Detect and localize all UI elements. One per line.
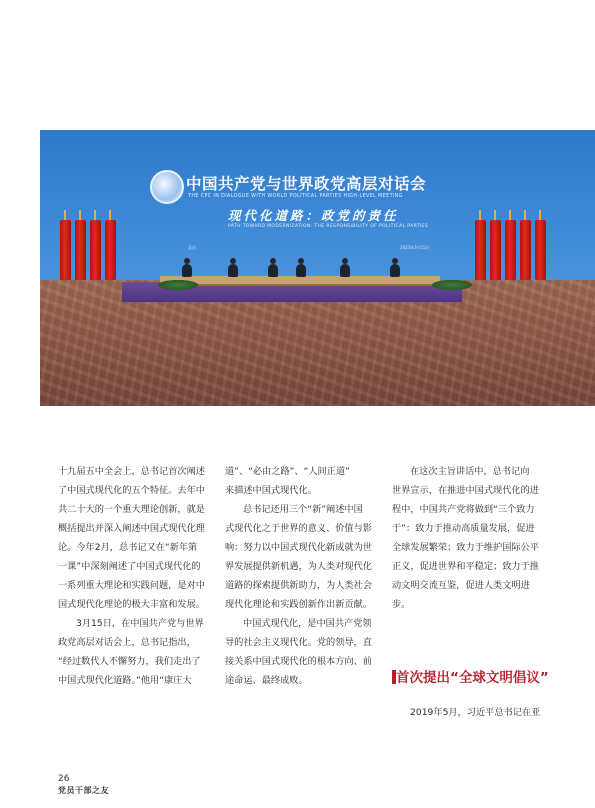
banner-theme: 现代化道路：政党的责任 [228, 208, 399, 223]
text-line: 步。 [392, 599, 411, 610]
conference-photo [40, 130, 595, 406]
text-line: 于”：致力于推动高质量发展，促进 [392, 523, 535, 534]
text-line: 响：努力以中国式现代化新成就为世 [225, 542, 372, 553]
plant-decoration [158, 280, 198, 290]
text-line: 中国式现代化，是中国共产党领 [243, 618, 372, 629]
flag-icon [105, 220, 116, 282]
flag-icon [490, 220, 501, 282]
text-line: 概括提出并深入阐述中国式现代化理 [58, 523, 205, 534]
screen-location: 北京 [188, 245, 196, 250]
flag-icon [535, 220, 546, 282]
text-line: 接关系中国式现代化的根本方向、前 [225, 656, 372, 667]
article-column-2 [225, 462, 385, 690]
section-heading-text: 首次提出“全球文明倡议” [396, 670, 549, 686]
flag-icon [60, 220, 71, 282]
article-column-3 [392, 462, 550, 614]
text-line: 导的社会主义现代化。党的领导，直 [225, 637, 372, 648]
flag-icon [520, 220, 531, 282]
flag-icon [90, 220, 101, 282]
text-line: “经过数代人不懈努力，我们走出了 [58, 656, 201, 667]
text-line: 道路的探索提供新助力，为人类社会 [225, 580, 372, 591]
delegate-figure [228, 264, 238, 277]
delegate-figure [182, 264, 192, 277]
delegate-figure [340, 264, 350, 277]
article-column-3-tail [392, 703, 550, 722]
text-line: 2019年5月，习近平总书记在亚 [410, 707, 541, 718]
text-line: 总书记还用三个“新”阐述中国 [243, 504, 363, 515]
conference-emblem-icon [150, 170, 184, 204]
conference-desk [160, 276, 440, 286]
text-line: 政党高层对话会上，总书记指出， [58, 637, 196, 648]
banner-theme-subtitle: PATH TOWARD MODERNIZATION: THE RESPONSIBILITY OF POLITICAL PARTIES [228, 224, 429, 229]
text-line: 3月15日，在中国共产党与世界 [76, 618, 204, 629]
screen-date: 2023年3月15日 [400, 245, 430, 250]
text-line: 来描述中国式现代化。 [225, 485, 317, 496]
text-line: 在这次主旨讲话中，总书记向 [410, 466, 530, 477]
text-line: 国式现代化理论的极大丰富和发展。 [58, 599, 205, 610]
text-line: 中国式现代化道路。”他用“康庄大 [58, 675, 192, 686]
banner-subtitle: THE CPC IN DIALOGUE WITH WORLD POLITICAL PARTIES HIGH-LEVEL MEETING [188, 194, 403, 199]
magazine-logo: 党员干部之友 [58, 785, 109, 795]
text-line: 了中国式现代化的五个特征。去年中 [58, 485, 205, 496]
flag-icon [505, 220, 516, 282]
text-line: 界发展提供新机遇，为人类对现代化 [225, 561, 372, 572]
text-line: 论。今年2月，总书记又在“新年第 [58, 542, 198, 553]
flag-icon [75, 220, 86, 282]
flag-icon [475, 220, 486, 282]
plant-decoration [432, 280, 472, 290]
text-line: 全球发展繁荣；致力于维护国际公平 [392, 542, 539, 553]
text-line: 式现代化之于世界的意义、价值与影 [225, 523, 372, 534]
text-line: 途命运、最终成败。 [225, 675, 308, 686]
delegate-figure [268, 264, 278, 277]
text-line: 一系列重大理论和实践问题，是对中 [58, 580, 205, 591]
delegate-figure [296, 264, 306, 277]
article-column-1 [58, 462, 218, 690]
text-line: 一课”中深刻阐述了中国式现代化的 [58, 561, 201, 572]
text-line: 世界宣示，在推进中国式现代化的进 [392, 485, 539, 496]
text-line: 共二十大的一个重大理论创新，就是 [58, 504, 205, 515]
text-line: 现代化理论和实践创新作出新贡献。 [225, 599, 372, 610]
text-line: 动文明交流互鉴，促进人类文明进 [392, 580, 530, 591]
delegate-figure [390, 264, 400, 277]
text-line: 程中，中国共产党将做到“三个致力 [392, 504, 535, 515]
banner-title: 中国共产党与世界政党高层对话会 [186, 175, 427, 193]
section-heading [392, 666, 549, 686]
text-line: 道”、“必由之路”、“人间正道” [225, 466, 350, 477]
text-line: 正义，促进世界和平稳定；致力于推 [392, 561, 539, 572]
text-line: 十九届五中全会上，总书记首次阐述 [58, 466, 205, 477]
page-number: 26 [58, 774, 70, 784]
